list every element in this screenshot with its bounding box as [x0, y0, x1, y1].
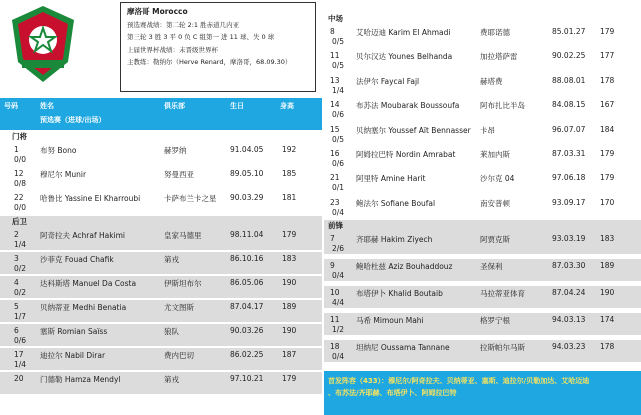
player-qualifier-stat: 0/1 [332, 183, 345, 193]
player-row [0, 143, 322, 165]
player-row [0, 372, 322, 394]
player-height: 174 [600, 315, 615, 324]
player-height: 183 [282, 254, 297, 263]
player-qualifier-stat: 0/0 [14, 155, 27, 164]
player-qualifier-stat: 0/5 [332, 61, 345, 71]
player-club: 赫罗纳 [164, 146, 187, 155]
player-club: 阿贾克斯 [480, 235, 510, 244]
player-num: 23 [330, 197, 340, 207]
player-qualifier-stat: 0/4 [332, 352, 345, 361]
player-height: 179 [282, 374, 297, 383]
player-qualifier-stat: 0/5 [332, 37, 345, 46]
player-name: 贝纳蒂亚 Medhi Benatia [40, 303, 127, 312]
player-club: 卡昂 [480, 125, 495, 135]
player-birth: 84.08.15 [552, 100, 586, 110]
player-club: 皇家马德里 [164, 231, 202, 240]
player-name: 阿姆拉巴特 Nordin Amrabat [356, 150, 456, 159]
qualifier-second-round: 预选赛战绩：第二轮 2:1 胜赤道几内亚 [127, 20, 240, 29]
header-height: 身高 [280, 102, 294, 110]
header-club: 俱乐部 [164, 102, 185, 110]
player-club: 拉斯帕尔马斯 [480, 343, 525, 352]
player-height: 190 [600, 288, 615, 297]
player-row [0, 252, 322, 274]
player-row [0, 276, 322, 298]
player-club: 狼队 [164, 327, 179, 336]
player-birth: 96.07.07 [552, 124, 586, 134]
player-num: 11 [330, 51, 340, 61]
player-club: 沙尔克 04 [480, 174, 515, 184]
player-birth: 94.03.13 [552, 315, 586, 324]
last-world-cup: 上届世界杯战绩：未晋级世界杯 [127, 45, 218, 54]
player-num: 15 [330, 124, 340, 134]
player-name: 艾哈迈迪 Karim El Ahmadi [356, 28, 451, 37]
player-club: 南安普顿 [480, 198, 510, 208]
player-club: 第戎 [164, 255, 179, 264]
player-name: 鲍哈杜兹 Aziz Bouhaddouz [356, 262, 453, 271]
player-qualifier-stat: 0/2 [14, 288, 27, 297]
player-height: 183 [600, 234, 615, 243]
table-header [0, 98, 322, 130]
player-qualifier-stat: 0/8 [14, 179, 27, 188]
player-height: 178 [600, 342, 615, 351]
player-row [324, 74, 641, 96]
player-club: 马拉蒂亚体育 [480, 289, 525, 298]
player-birth: 90.02.25 [552, 51, 586, 61]
team-header [0, 0, 322, 96]
player-name: 阿里特 Amine Harit [356, 174, 426, 184]
player-num: 7 [330, 234, 335, 243]
player-num: 6 [14, 326, 19, 335]
player-qualifier-stat: 4/4 [332, 298, 345, 307]
player-club: 加拉塔萨雷 [480, 52, 518, 62]
player-height: 187 [282, 350, 297, 359]
player-row [324, 340, 641, 362]
section-forwards: 前锋 [324, 220, 641, 232]
player-height: 177 [600, 51, 615, 61]
player-name: 达科斯塔 Manuel Da Costa [40, 279, 137, 288]
player-num: 17 [14, 350, 24, 359]
player-birth: 88.08.01 [552, 75, 586, 85]
player-num: 8 [330, 27, 335, 36]
player-name: 齐耶赫 Hakim Ziyech [356, 235, 433, 244]
player-row [324, 25, 641, 47]
player-height: 189 [600, 261, 615, 270]
player-birth: 87.04.24 [552, 288, 586, 297]
player-qualifier-stat: 0/4 [332, 271, 345, 280]
player-club: 费内巴切 [164, 351, 194, 360]
head-coach: 主教练：勒纳尔（Herve Renard，摩洛哥，68.09.30） [127, 58, 292, 66]
player-height: 189 [282, 302, 297, 311]
player-birth: 94.03.23 [552, 342, 586, 351]
player-qualifier-stat: 0/6 [332, 110, 345, 120]
player-row [0, 300, 322, 322]
player-qualifier-stat: 0/4 [332, 207, 345, 217]
player-row [324, 147, 641, 169]
player-birth: 90.03.29 [230, 193, 264, 202]
player-row [324, 98, 641, 120]
formation-line-2: 、布苏法/齐耶赫、布塔伊卜、阿姆拉巴特 [328, 389, 457, 397]
player-qualifier-stat: 1/4 [14, 240, 27, 249]
player-club: 格罗宁根 [480, 316, 510, 325]
player-height: 179 [600, 173, 615, 183]
player-height: 179 [600, 149, 615, 158]
player-club: 第戎 [164, 375, 179, 384]
section-goalkeepers: 门将 [12, 132, 27, 141]
starting-formation [324, 371, 641, 415]
player-name: 穆尼尔 Munir [40, 170, 87, 179]
player-birth: 86.05.06 [230, 278, 264, 287]
header-subtitle: 预选赛（进球/出场） [40, 116, 106, 124]
player-club: 阿布扎比半岛 [480, 101, 525, 111]
player-name: 坦纳尼 Oussama Tannane [356, 343, 450, 352]
player-qualifier-stat: 1/4 [14, 360, 27, 369]
player-num: 18 [330, 342, 340, 351]
player-name: 门德勒 Hamza Mendyl [40, 375, 121, 384]
player-name: 马希 Mimoun Mahi [356, 316, 424, 325]
player-num: 16 [330, 149, 340, 158]
player-qualifier-stat: 0/2 [14, 264, 27, 273]
player-club: 赫塔费 [480, 76, 503, 86]
player-birth: 97.10.21 [230, 374, 264, 383]
player-qualifier-stat: 1/4 [332, 85, 345, 95]
player-club: 卡萨布兰卡之星 [164, 194, 217, 203]
player-row [0, 348, 322, 370]
player-num: 11 [330, 315, 340, 324]
player-row [324, 49, 641, 71]
player-num: 4 [14, 278, 19, 287]
player-birth: 93.03.19 [552, 234, 586, 243]
player-name: 阿奇拉夫 Achraf Hakimi [40, 231, 126, 240]
player-row [324, 232, 641, 254]
player-birth: 87.03.31 [552, 149, 586, 158]
player-birth: 85.01.27 [552, 27, 586, 36]
player-club: 费耶诺德 [480, 28, 510, 37]
player-birth: 90.03.26 [230, 326, 264, 335]
player-num: 22 [14, 193, 24, 202]
player-name: 贝尔汉达 Younes Belhanda [356, 52, 453, 62]
team-name: 摩洛哥 Morocco [127, 7, 188, 16]
player-height: 179 [282, 230, 297, 239]
player-num: 5 [14, 302, 19, 311]
player-birth: 86.10.16 [230, 254, 264, 263]
player-num: 21 [330, 173, 340, 183]
player-num: 20 [14, 374, 24, 383]
player-qualifier-stat: 0/6 [332, 159, 345, 168]
player-num: 9 [330, 261, 335, 270]
player-club: 尤文图斯 [164, 303, 194, 312]
federation-logo [8, 4, 78, 84]
player-num: 2 [14, 230, 19, 239]
player-num: 13 [330, 75, 340, 85]
player-row [324, 123, 641, 145]
player-height: 178 [600, 75, 615, 85]
header-name: 姓名 [40, 102, 54, 110]
player-row [0, 167, 322, 189]
header-birth: 生日 [230, 102, 244, 110]
player-club: 伊斯坦布尔 [164, 279, 202, 288]
player-name: 布苏法 Moubarak Boussoufa [356, 101, 460, 111]
player-name: 布努 Bono [40, 146, 77, 155]
player-birth: 91.04.05 [230, 145, 264, 154]
player-name: 塞斯 Romian Saïss [40, 327, 108, 336]
player-height: 167 [600, 100, 615, 110]
player-club: 莱加内斯 [480, 150, 510, 159]
player-birth: 89.05.10 [230, 169, 264, 178]
player-qualifier-stat: 0/6 [14, 336, 27, 345]
player-name: 法伊尔 Faycal Fajl [356, 76, 420, 86]
player-birth: 86.02.25 [230, 350, 264, 359]
player-height: 181 [282, 193, 297, 202]
player-height: 185 [282, 169, 297, 178]
player-qualifier-stat: 2/6 [332, 244, 345, 253]
right-column [324, 0, 641, 415]
player-birth: 97.06.18 [552, 173, 586, 183]
player-num: 14 [330, 100, 340, 110]
player-birth: 87.04.17 [230, 302, 264, 311]
player-row [324, 313, 641, 335]
player-height: 190 [282, 326, 297, 335]
player-height: 170 [600, 197, 615, 207]
player-row [324, 259, 641, 281]
player-height: 184 [600, 124, 615, 134]
player-name: 沙菲克 Fouad Chafik [40, 255, 114, 264]
player-row [324, 171, 641, 193]
player-birth: 98.11.04 [230, 230, 264, 239]
player-num: 10 [330, 288, 340, 297]
player-birth: 87.03.30 [552, 261, 586, 270]
player-qualifier-stat: 1/2 [332, 325, 345, 334]
player-qualifier-stat: 1/7 [14, 312, 27, 321]
section-defenders: 后卫 [0, 216, 322, 228]
player-row [324, 286, 641, 308]
header-number: 号码 [4, 102, 18, 110]
player-row [0, 228, 322, 250]
team-info-box [120, 2, 316, 92]
player-num: 1 [14, 145, 19, 154]
player-height: 179 [600, 27, 615, 36]
player-num: 3 [14, 254, 19, 263]
section-midfielders: 中场 [328, 14, 343, 23]
player-row [324, 196, 641, 218]
player-qualifier-stat: 0/0 [14, 203, 27, 212]
player-club: 努曼西亚 [164, 170, 194, 179]
player-name: 贝纳塞尔 Youssef Aït Bennasser [356, 125, 471, 135]
player-qualifier-stat: 0/5 [332, 134, 345, 144]
player-name: 鲍法尔 Sofiane Boufal [356, 198, 436, 208]
player-height: 190 [282, 278, 297, 287]
player-name: 布塔伊卜 Khalid Boutaib [356, 289, 443, 298]
player-height: 192 [282, 145, 297, 154]
player-birth: 93.09.17 [552, 197, 586, 207]
player-club: 圣保利 [480, 262, 503, 271]
qualifier-third-round: 第三轮 3 胜 3 平 0 负 C 组第一 进 11 球、失 0 球 [127, 33, 275, 41]
player-row [0, 324, 322, 346]
player-name: 迪拉尔 Nabil Dirar [40, 351, 106, 360]
player-row [0, 191, 322, 213]
player-name: 哈鲁比 Yassine El Kharroubi [40, 194, 141, 203]
formation-line-1: 首发阵容（433）：穆尼尔/阿奇拉夫、贝纳蒂亚、塞斯、迪拉尔/贝勒加达、艾哈迈迪 [328, 377, 590, 385]
player-num: 12 [14, 169, 24, 178]
